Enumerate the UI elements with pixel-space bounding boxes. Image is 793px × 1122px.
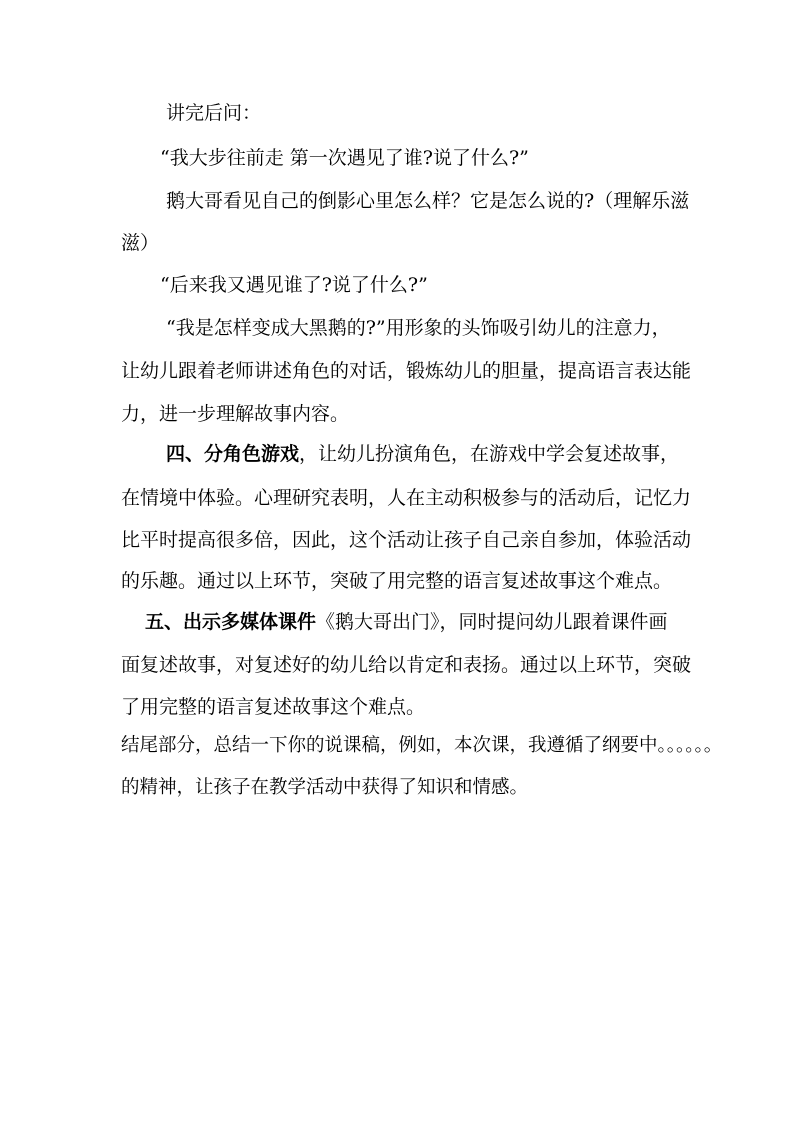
text-line: “我大步往前走 第一次遇见了谁?说了什么?” bbox=[160, 147, 529, 169]
section-heading: 四、分角色游戏 bbox=[166, 443, 300, 465]
text-line: 滋） bbox=[121, 232, 160, 254]
text-line: 在情境中体验。心理研究表明，人在主动积极参与的活动后，记忆力 bbox=[121, 487, 692, 509]
text-line: 鹅大哥看见自己的倒影心里怎么样？它是怎么说的?（理解乐滋 bbox=[166, 190, 690, 212]
text-line: 的乐趣。通过以上环节，突破了用完整的语言复述故事这个难点。 bbox=[121, 570, 673, 592]
text-line: 面复述故事，对复述好的幼儿给以肯定和表扬。通过以上环节，突破 bbox=[121, 654, 692, 676]
text-line: 的精神，让孩子在教学活动中获得了知识和情感。 bbox=[121, 777, 529, 798]
text-line: 讲完后问： bbox=[166, 102, 262, 124]
text-line: 了用完整的语言复述故事这个难点。 bbox=[121, 696, 426, 718]
text-line: “后来我又遇见谁了?说了什么?” bbox=[160, 274, 428, 296]
text-line: “我是怎样变成大黑鹅的?”用形象的头饰吸引幼儿的注意力， bbox=[166, 317, 671, 339]
text-line: 结尾部分，总结一下你的说课稿，例如，本次课，我遵循了纲要中。。。。。。 bbox=[121, 735, 723, 756]
text-line: 比平时提高很多倍，因此，这个活动让孩子自己亲自参加，体验活动 bbox=[121, 529, 692, 551]
section-heading: 五、出示多媒体课件 bbox=[145, 611, 317, 633]
text-line: 让幼儿跟着老师讲述角色的对话，锻炼幼儿的胆量，提高语言表达能 bbox=[121, 360, 692, 382]
text-line: 力，进一步理解故事内容。 bbox=[121, 403, 350, 425]
section-heading-line bbox=[145, 610, 668, 634]
section-text: ，让幼儿扮演角色，在游戏中学会复述故事， bbox=[299, 443, 680, 465]
section-text: 《鹅大哥出门》，同时提问幼儿跟着课件画 bbox=[316, 611, 668, 633]
section-heading-line bbox=[166, 442, 679, 466]
